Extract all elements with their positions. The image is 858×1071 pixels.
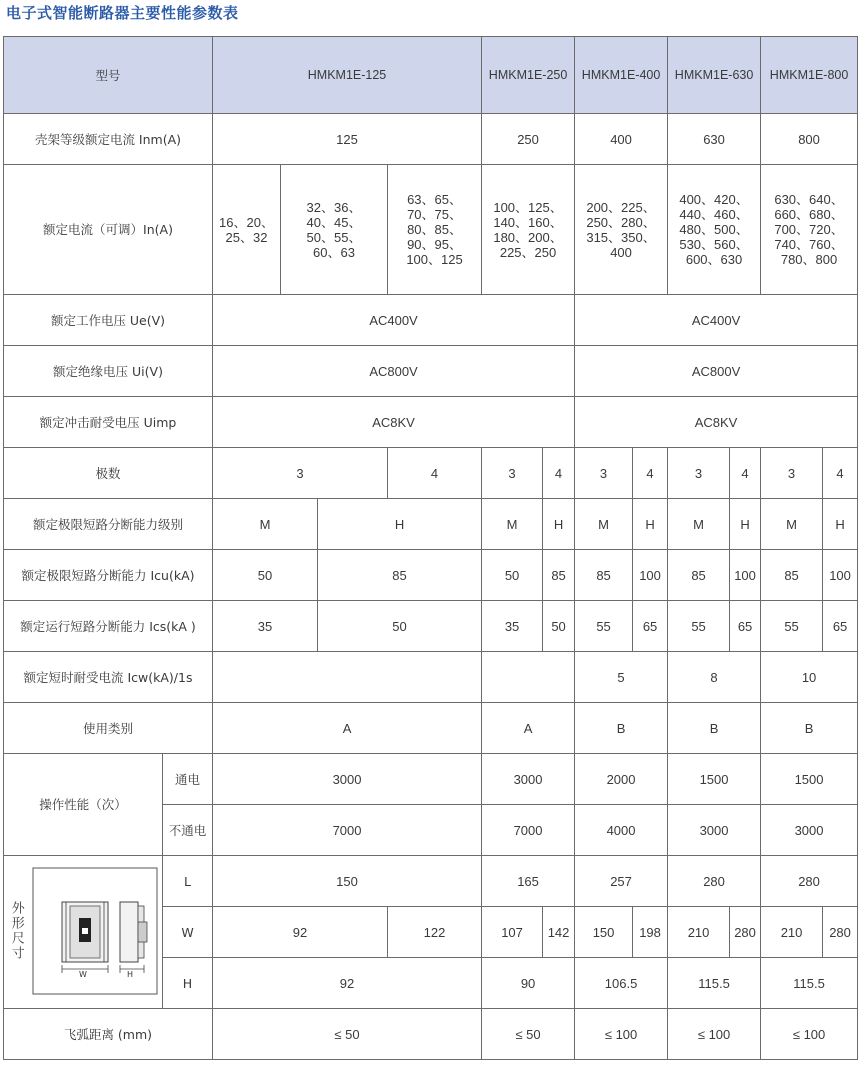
cell-value: 1500 (668, 754, 761, 805)
row-label: 额定电流（可调）In(A) (4, 165, 213, 295)
cell-value: AC800V (213, 346, 575, 397)
cell-value: 100 (730, 550, 761, 601)
cell-value: 3000 (761, 805, 858, 856)
table-row (4, 295, 858, 346)
table-row (4, 754, 858, 805)
row-label: 额定极限短路分断能力级别 (4, 499, 213, 550)
cell-value: 85 (668, 550, 730, 601)
cell-value: 400、420、 440、460、 480、500、 530、560、 600、630 (668, 165, 761, 295)
cell-value: 1500 (761, 754, 858, 805)
breaker-dimension-diagram (32, 866, 158, 996)
model-400: HMKM1E-400 (575, 37, 668, 114)
cell-value: 150 (575, 907, 633, 958)
table-row (4, 856, 858, 907)
cell-value: 3 (213, 448, 388, 499)
row-label: 极数 (4, 448, 213, 499)
row-label: 额定极限短路分断能力 Icu(kA) (4, 550, 213, 601)
cell-value: 16、20、 25、32 (213, 165, 281, 295)
row-label: 壳架等级额定电流 Inm(A) (4, 114, 213, 165)
cell-value: 125 (213, 114, 482, 165)
dimension-diagram-cell (29, 856, 163, 1009)
cell-value: 7000 (482, 805, 575, 856)
row-label: 额定绝缘电压 Ui(V) (4, 346, 213, 397)
sub-label: W (163, 907, 213, 958)
cell-value: 63、65、 70、75、 80、85、 90、95、 100、125 (388, 165, 482, 295)
table-row (4, 499, 858, 550)
cell-value: 250 (482, 114, 575, 165)
row-label: 额定冲击耐受电压 Uimp (4, 397, 213, 448)
sub-label: 通电 (163, 754, 213, 805)
dimensions-label-cell (4, 856, 29, 1009)
cell-value: 92 (213, 958, 482, 1009)
cell-value: ≤ 100 (668, 1009, 761, 1060)
cell-value: 198 (633, 907, 668, 958)
cell-value: 3000 (668, 805, 761, 856)
cell-value: 4000 (575, 805, 668, 856)
cell-value: 3000 (482, 754, 575, 805)
cell-value: 85 (575, 550, 633, 601)
cell-value: 400 (575, 114, 668, 165)
cell-value: 7000 (213, 805, 482, 856)
cell-value (213, 652, 482, 703)
cell-value: 4 (823, 448, 858, 499)
cell-value: 50 (318, 601, 482, 652)
table-row (4, 165, 858, 295)
cell-value: 90 (482, 958, 575, 1009)
cell-value: 280 (730, 907, 761, 958)
cell-value: AC8KV (213, 397, 575, 448)
cell-value: H (543, 499, 575, 550)
cell-value: H (633, 499, 668, 550)
diagram-w-label: W (79, 969, 88, 979)
cell-value: ≤ 50 (213, 1009, 482, 1060)
cell-value: 65 (633, 601, 668, 652)
table-row (4, 601, 858, 652)
diagram-h-label: H (127, 969, 134, 979)
table-row (4, 397, 858, 448)
cell-value: 65 (730, 601, 761, 652)
cell-value: 115.5 (668, 958, 761, 1009)
model-label: 型号 (4, 37, 213, 114)
cell-value: 165 (482, 856, 575, 907)
cell-value: AC400V (213, 295, 575, 346)
cell-value: 100、125、 140、160、 180、200、 225、250 (482, 165, 575, 295)
cell-value: A (482, 703, 575, 754)
cell-value: 3 (761, 448, 823, 499)
cell-value: A (213, 703, 482, 754)
model-125: HMKM1E-125 (213, 37, 482, 114)
table-row (4, 114, 858, 165)
cell-value: 3000 (213, 754, 482, 805)
cell-value: 35 (482, 601, 543, 652)
sub-label: H (163, 958, 213, 1009)
sub-label: 不通电 (163, 805, 213, 856)
cell-value: 32、36、 40、45、 50、55、 60、63 (281, 165, 388, 295)
cell-value: 100 (823, 550, 858, 601)
cell-value: B (668, 703, 761, 754)
model-630: HMKM1E-630 (668, 37, 761, 114)
cell-value: M (761, 499, 823, 550)
row-label: 额定短时耐受电流 Icw(kA)/1s (4, 652, 213, 703)
cell-value: 2000 (575, 754, 668, 805)
cell-value: 55 (575, 601, 633, 652)
cell-value: 3 (668, 448, 730, 499)
sub-label: L (163, 856, 213, 907)
cell-value: 85 (318, 550, 482, 601)
cell-value: H (318, 499, 482, 550)
cell-value: 200、225、 250、280、 315、350、 400 (575, 165, 668, 295)
cell-value: 3 (482, 448, 543, 499)
cell-value: 10 (761, 652, 858, 703)
cell-value: M (482, 499, 543, 550)
cell-value: 142 (543, 907, 575, 958)
cell-value: 35 (213, 601, 318, 652)
cell-value: 5 (575, 652, 668, 703)
cell-value: 3 (575, 448, 633, 499)
table-row (4, 703, 858, 754)
cell-value: 85 (543, 550, 575, 601)
table-row-header (4, 37, 858, 114)
cell-value: M (668, 499, 730, 550)
cell-value: 50 (482, 550, 543, 601)
cell-value: H (823, 499, 858, 550)
table-row (4, 550, 858, 601)
cell-value: 55 (761, 601, 823, 652)
cell-value: B (575, 703, 668, 754)
table-row (4, 448, 858, 499)
table-row (4, 1009, 858, 1060)
cell-value: 210 (761, 907, 823, 958)
cell-value: 280 (668, 856, 761, 907)
cell-value: 55 (668, 601, 730, 652)
cell-value: 106.5 (575, 958, 668, 1009)
cell-value: B (761, 703, 858, 754)
cell-value: 50 (213, 550, 318, 601)
cell-value: 65 (823, 601, 858, 652)
cell-value: 4 (388, 448, 482, 499)
cell-value: 100 (633, 550, 668, 601)
cell-value: 107 (482, 907, 543, 958)
cell-value: M (213, 499, 318, 550)
cell-value: 800 (761, 114, 858, 165)
cell-value: ≤ 100 (575, 1009, 668, 1060)
cell-value: 4 (543, 448, 575, 499)
cell-value: ≤ 50 (482, 1009, 575, 1060)
page-title: 电子式智能断路器主要性能参数表 (6, 4, 239, 22)
cell-value: 630 (668, 114, 761, 165)
cell-value: 92 (213, 907, 388, 958)
cell-value (482, 652, 575, 703)
cell-value: 85 (761, 550, 823, 601)
cell-value: AC800V (575, 346, 858, 397)
table-row (4, 652, 858, 703)
row-label: 额定工作电压 Ue(V) (4, 295, 213, 346)
cell-value: 50 (543, 601, 575, 652)
cell-value: 210 (668, 907, 730, 958)
cell-value: 8 (668, 652, 761, 703)
cell-value: 257 (575, 856, 668, 907)
row-label: 飞弧距离 (mm) (4, 1009, 213, 1060)
row-label: 操作性能（次） (4, 754, 163, 856)
cell-value: 280 (761, 856, 858, 907)
dimensions-label: 外形尺寸 (8, 900, 24, 961)
cell-value: AC8KV (575, 397, 858, 448)
model-800: HMKM1E-800 (761, 37, 858, 114)
cell-value: 4 (633, 448, 668, 499)
table-row (4, 346, 858, 397)
row-label: 使用类别 (4, 703, 213, 754)
model-250: HMKM1E-250 (482, 37, 575, 114)
cell-value: 122 (388, 907, 482, 958)
cell-value: H (730, 499, 761, 550)
row-label: 额定运行短路分断能力 Ics(kA ) (4, 601, 213, 652)
cell-value: 630、640、 660、680、 700、720、 740、760、 780、800 (761, 165, 858, 295)
spec-table (3, 36, 858, 1060)
cell-value: 115.5 (761, 958, 858, 1009)
cell-value: 280 (823, 907, 858, 958)
cell-value: AC400V (575, 295, 858, 346)
cell-value: 4 (730, 448, 761, 499)
cell-value: 150 (213, 856, 482, 907)
cell-value: ≤ 100 (761, 1009, 858, 1060)
cell-value: M (575, 499, 633, 550)
